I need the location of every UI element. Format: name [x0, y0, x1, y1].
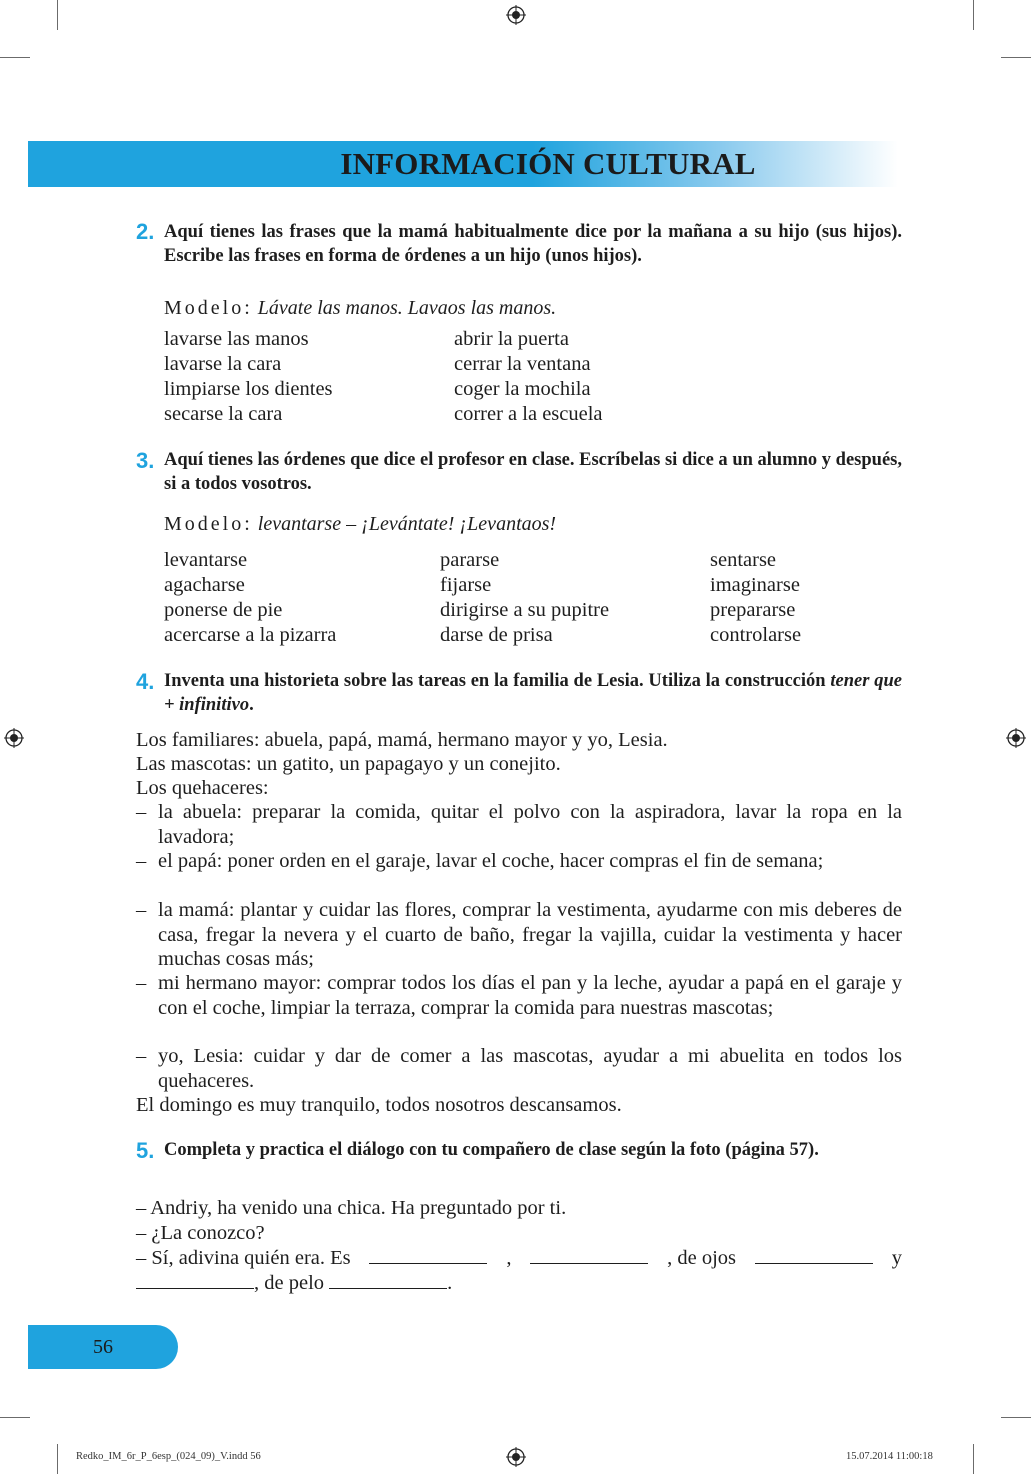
dialog-text: , de ojos	[667, 1247, 737, 1269]
dialog-line: – ¿La conozco?	[136, 1222, 265, 1244]
word-item: secarse la cara	[164, 403, 283, 425]
instruction-emphasis: tener que + infinitivo	[164, 671, 902, 715]
instruction-text: Inventa una historieta sobre las tareas en la familia de Lesia. Utiliza la construcción	[164, 671, 831, 691]
model-label: Modelo:	[164, 513, 253, 535]
word-item: pararse	[440, 549, 500, 571]
dialog-text: ,	[506, 1247, 512, 1269]
model-text: levantarse – ¡Levántate! ¡Levantaos!	[257, 513, 557, 535]
exercise-instruction: Aquí tienes las órdenes que dice el profesor en clase. Escríbelas si dice a un alumno y después, si a todos vosotros.	[164, 450, 902, 494]
word-item: controlarse	[710, 624, 802, 646]
date-slug: 15.07.2014 11:00:18	[846, 1451, 933, 1462]
word-item: coger la mochila	[454, 378, 591, 400]
list-item	[136, 971, 902, 1020]
exercise-number: 5.	[136, 1138, 155, 1163]
dialog-text: , de pelo	[254, 1272, 325, 1294]
word-item: prepararse	[710, 599, 796, 621]
word-item: abrir la puerta	[454, 328, 569, 350]
fill-blank[interactable]	[755, 1246, 873, 1264]
instruction-text: .	[249, 694, 254, 715]
registration-mark-icon	[506, 1447, 526, 1467]
word-item: acercarse a la pizarra	[164, 624, 337, 646]
word-item: sentarse	[710, 549, 777, 571]
fill-blank[interactable]	[136, 1271, 254, 1289]
word-item: ponerse de pie	[164, 599, 283, 621]
registration-mark-icon	[1006, 728, 1026, 748]
list-item-text: el papá: poner orden en el garaje, lavar el coche, hacer compras el fin de semana;	[158, 850, 824, 872]
model-label: Modelo:	[164, 297, 253, 319]
word-item: lavarse las manos	[164, 328, 309, 350]
list-dash: –	[136, 972, 147, 994]
word-item: darse de prisa	[440, 624, 553, 646]
word-item: levantarse	[164, 549, 248, 571]
list-item-text: la abuela: preparar la comida, quitar el polvo con la aspiradora, lavar la ropa en la lavadora;	[158, 801, 902, 848]
exercise-instruction: Completa y practica el diálogo con tu compañero de clase según la foto (página 57).	[164, 1140, 819, 1160]
model-example	[164, 513, 556, 536]
fill-blank[interactable]	[369, 1246, 487, 1264]
word-item: agacharse	[164, 574, 245, 596]
exercise-number: 2.	[136, 219, 155, 244]
crop-mark	[57, 0, 58, 30]
page-number: 56	[93, 1336, 113, 1358]
exercise-number: 4.	[136, 669, 155, 694]
crop-mark	[1001, 57, 1031, 58]
exercise-number: 3.	[136, 448, 155, 473]
page-title: INFORMACIÓN CULTURAL	[340, 146, 756, 181]
registration-mark-icon	[506, 5, 526, 25]
registration-mark-icon	[4, 728, 24, 748]
word-item: fijarse	[440, 574, 492, 596]
list-item	[136, 849, 902, 874]
list-item-text: yo, Lesia: cuidar y dar de comer a las mascotas, ayudar a mi abuelita en todos los quehaceres.	[158, 1045, 902, 1092]
word-item: imaginarse	[710, 574, 800, 596]
dialog-line	[136, 1271, 902, 1296]
list-item-text: mi hermano mayor: comprar todos los días el pan y la leche, ayudar a papá en el garaje y con el coche, limpiar la terraza, comprar la comida para nuestras mascotas;	[158, 972, 902, 1019]
word-column	[164, 327, 333, 427]
exercise-instruction	[164, 670, 902, 717]
crop-mark	[973, 1444, 974, 1474]
word-column	[164, 548, 336, 648]
crop-mark	[1001, 1417, 1031, 1418]
crop-mark	[0, 57, 30, 58]
exercise-instruction: Aquí tienes las frases que la mamá habitualmente dice por la mañana a su hijo (sus hijos). Escribe las frases en forma de órdenes a un hijo (unos hijos).	[164, 222, 902, 266]
word-item: dirigirse a su pupitre	[440, 599, 610, 621]
crop-mark	[973, 0, 974, 30]
model-example	[164, 297, 556, 320]
dialog-text: – Sí, adivina quién era. Es	[136, 1247, 351, 1269]
list-item	[136, 800, 902, 849]
list-item	[136, 898, 902, 972]
list-dash: –	[136, 1045, 147, 1067]
word-item: correr a la escuela	[454, 403, 603, 425]
model-text: Lávate las manos. Lavaos las manos.	[257, 297, 557, 319]
crop-mark	[57, 1444, 58, 1474]
list-dash: –	[136, 850, 147, 872]
word-item: cerrar la ventana	[454, 353, 591, 375]
dialog-line	[136, 1246, 902, 1271]
dialog-line: – Andriy, ha venido una chica. Ha preguntado por ti.	[136, 1197, 567, 1219]
dialog-text: .	[447, 1272, 453, 1294]
dialog-text: y	[891, 1247, 902, 1269]
word-column	[454, 327, 603, 427]
body-line: Los quehaceres:	[136, 777, 269, 799]
list-item-text: la mamá: plantar y cuidar las flores, comprar la vestimenta, ayudarme con mis deberes de casa, fregar la nevera y el cuarto de baño, fregar la vajilla, cuidar la vestimenta y hacer muchas cosas más;	[158, 899, 902, 970]
word-column	[710, 548, 801, 648]
word-item: lavarse la cara	[164, 353, 282, 375]
list-dash: –	[136, 801, 147, 823]
word-item: limpiarse los dientes	[164, 378, 333, 400]
body-line: Los familiares: abuela, papá, mamá, hermano mayor y yo, Lesia.	[136, 729, 668, 751]
word-column	[440, 548, 609, 648]
body-line: Las mascotas: un gatito, un papagayo y un conejito.	[136, 753, 561, 775]
list-dash: –	[136, 899, 147, 921]
fill-blank[interactable]	[530, 1246, 648, 1264]
file-slug: Redko_IM_6r_P_6esp_(024_09)_V.indd 56	[76, 1451, 261, 1462]
fill-blank[interactable]	[329, 1271, 447, 1289]
crop-mark	[0, 1417, 30, 1418]
list-item	[136, 1044, 902, 1093]
body-line: El domingo es muy tranquilo, todos nosotros descansamos.	[136, 1094, 622, 1116]
